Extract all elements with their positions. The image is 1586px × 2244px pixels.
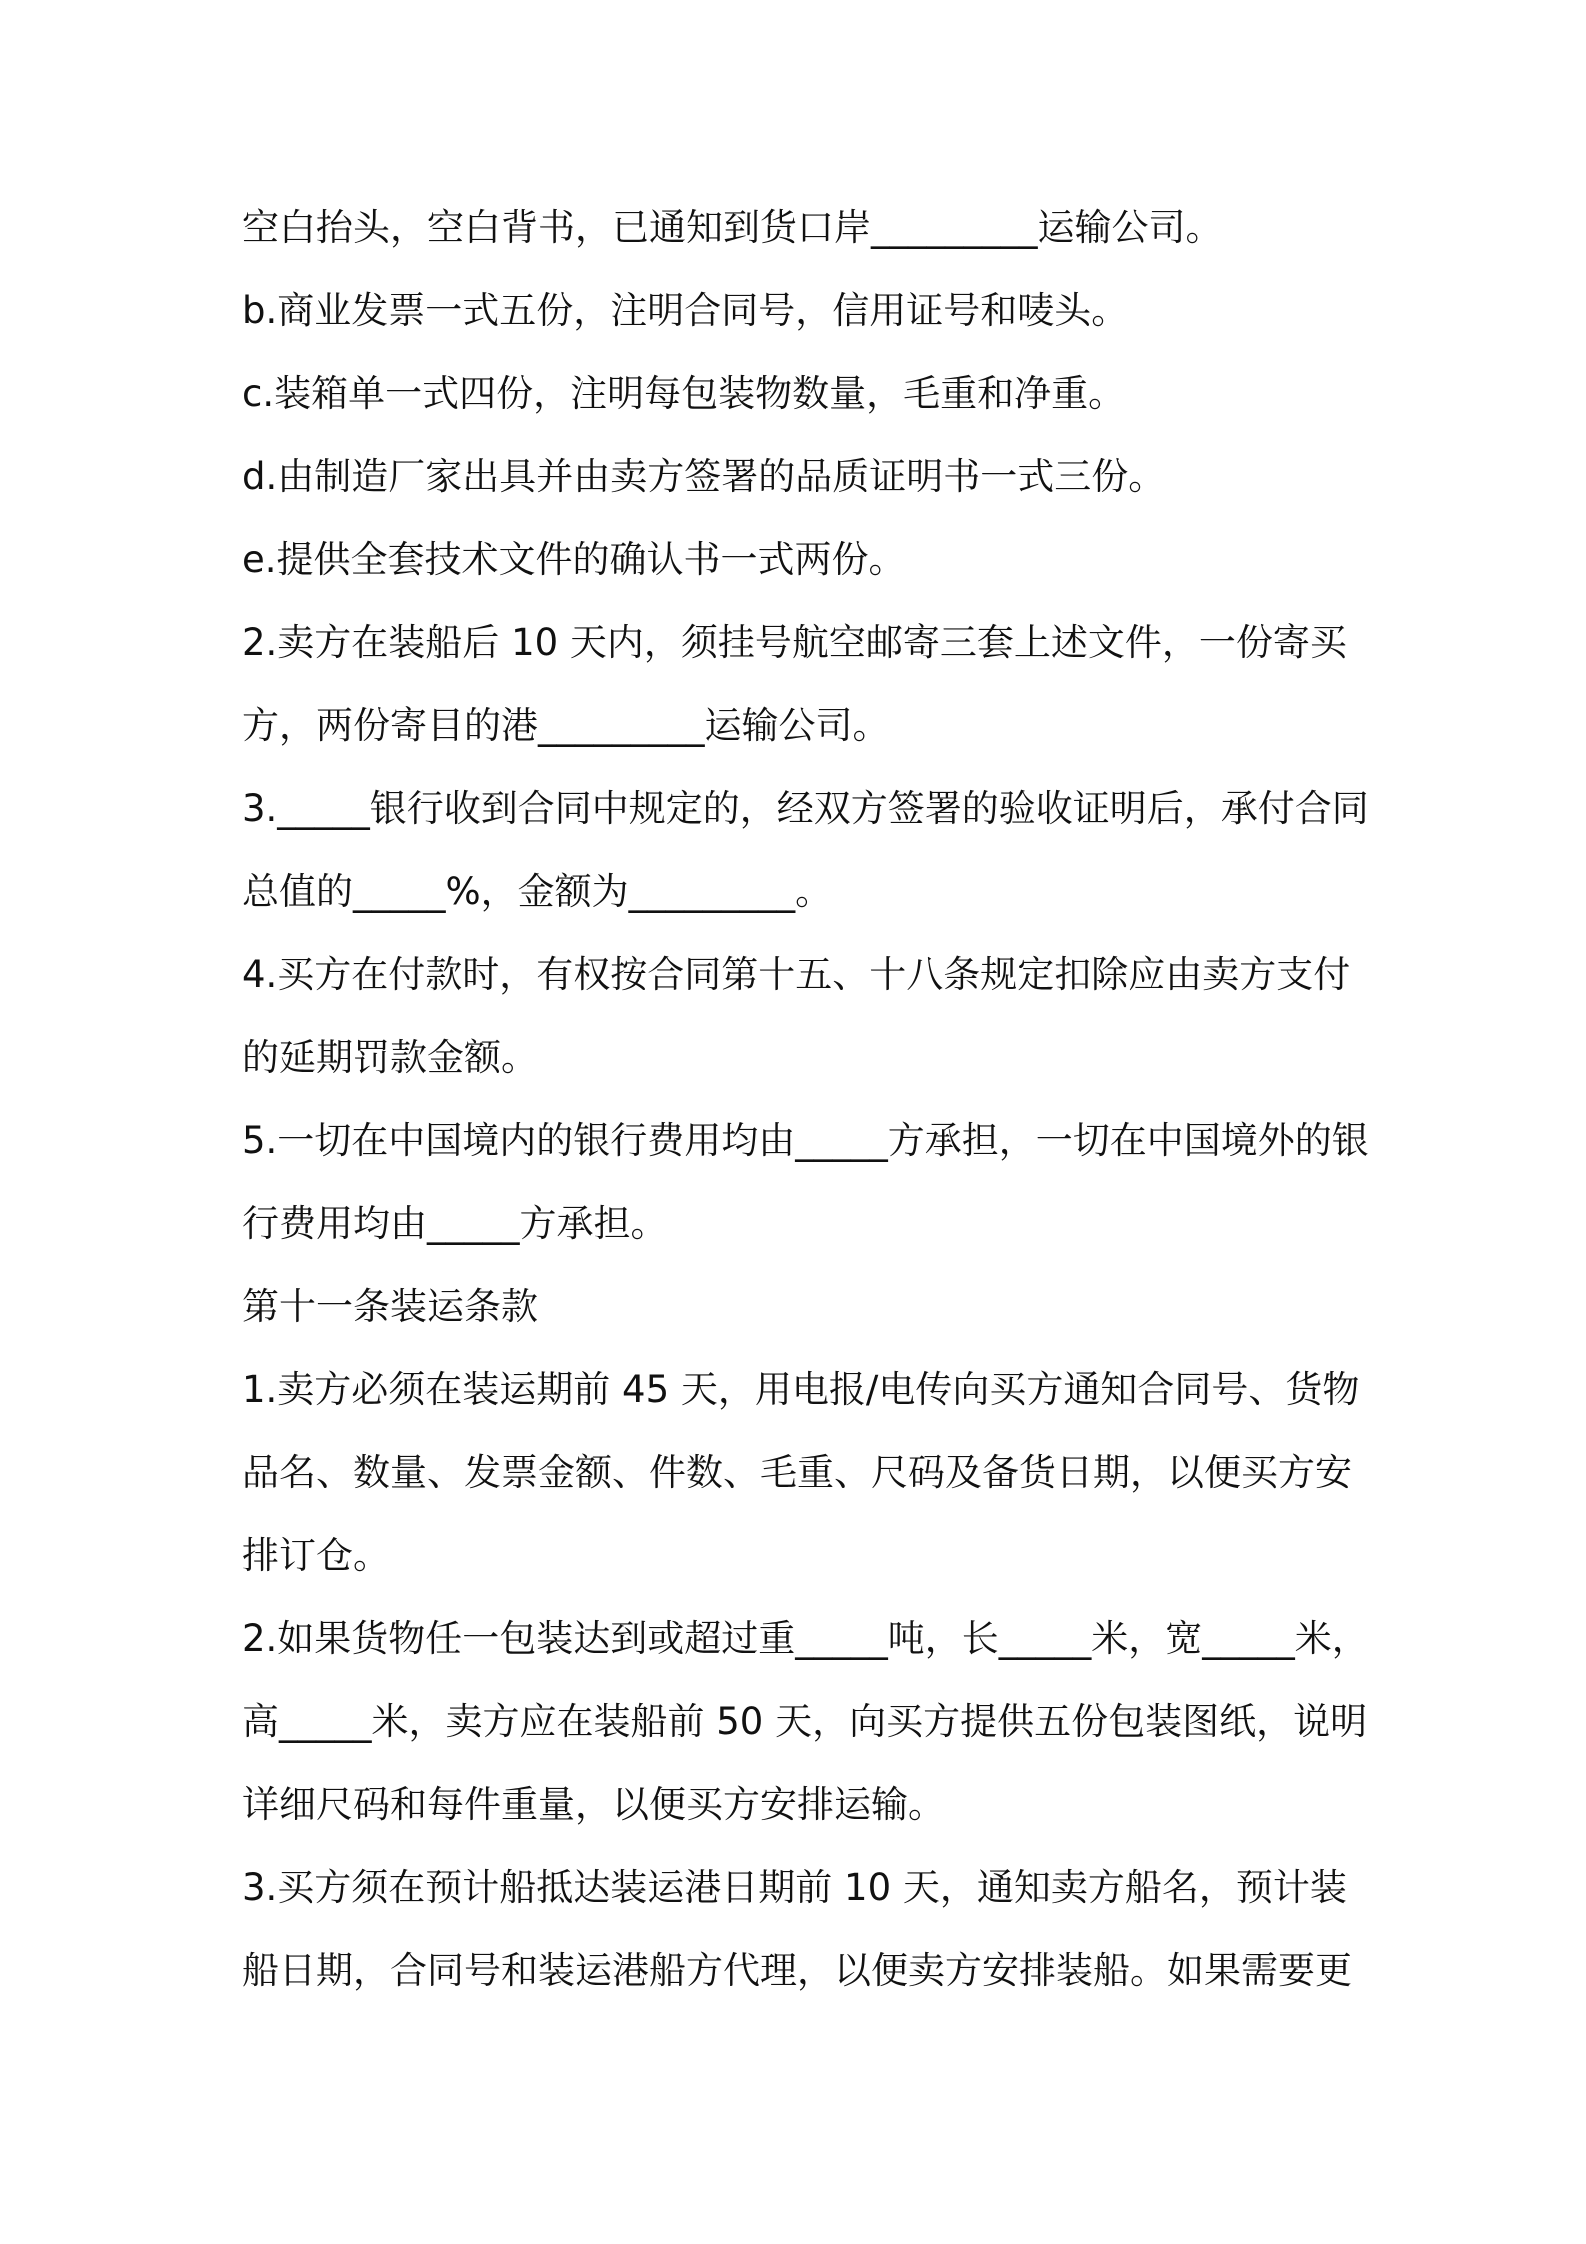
text-line: 5.一切在中国境内的银行费用均由_____方承担，一切在中国境外的银 (242, 1119, 1369, 1162)
text-line: e.提供全套技术文件的确认书一式两份。 (242, 538, 906, 581)
text-line: d.由制造厂家出具并由卖方签署的品质证明书一式三份。 (242, 455, 1166, 498)
text-line: 详细尺码和每件重量，以便买方安排运输。 (242, 1783, 945, 1826)
text-line: 2.卖方在装船后 10 天内，须挂号航空邮寄三套上述文件，一份寄买 (242, 621, 1347, 664)
text-line: 4.买方在付款时，有权按合同第十五、十八条规定扣除应由卖方支付 (242, 953, 1351, 996)
section-heading: 第十一条装运条款 (242, 1285, 538, 1328)
text-line: 的延期罚款金额。 (242, 1036, 538, 1079)
text-line: 3._____银行收到合同中规定的，经双方签署的验收证明后，承付合同 (242, 787, 1369, 830)
text-line: 行费用均由_____方承担。 (242, 1202, 668, 1245)
text-line: 排订仓。 (242, 1534, 390, 1577)
text-line: 方，两份寄目的港_________运输公司。 (242, 704, 890, 747)
text-line: 高_____米，卖方应在装船前 50 天，向买方提供五份包装图纸，说明 (242, 1700, 1368, 1743)
text-line: 船日期，合同号和装运港船方代理，以便卖方安排装船。如果需要更 (242, 1949, 1352, 1992)
text-line: 总值的_____%，金额为_________。 (242, 870, 833, 913)
text-line: b.商业发票一式五份，注明合同号，信用证号和唛头。 (242, 289, 1129, 332)
text-line: 2.如果货物任一包装达到或超过重_____吨，长_____米，宽_____米， (242, 1617, 1369, 1660)
text-line: 空白抬头，空白背书，已通知到货口岸_________运输公司。 (242, 206, 1223, 249)
text-line: 品名、数量、发票金额、件数、毛重、尺码及备货日期，以便买方安 (242, 1451, 1352, 1494)
text-line: 3.买方须在预计船抵达装运港日期前 10 天，通知卖方船名，预计装 (242, 1866, 1347, 1909)
document-body (242, 186, 1369, 2012)
text-line: c.装箱单一式四份，注明每包装物数量，毛重和净重。 (242, 372, 1126, 415)
text-line: 1.卖方必须在装运期前 45 天，用电报/电传向买方通知合同号、货物 (242, 1368, 1360, 1411)
